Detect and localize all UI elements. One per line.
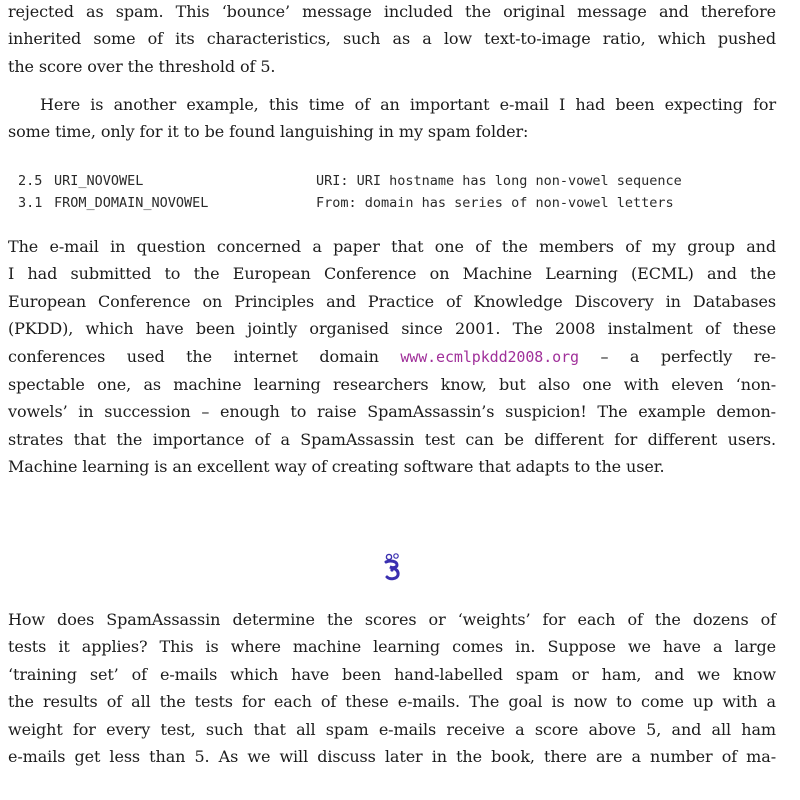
text-line: ‘training set’ of e-mails which have been hand-labelled spam or ham, and we know [8,664,776,684]
test-row [18,192,778,214]
text-line: How does SpamAssassin determine the scores or ‘weights’ for each of the dozens of [8,610,776,629]
text-line: I had submitted to the European Conference on Machine Learning (ECML) and the [8,264,776,284]
paragraph-weights [8,606,776,770]
section-break-ornament-icon [380,552,406,582]
text-line: inherited some of its characteristics, such as a low text-to-image ratio, which pushed [8,29,776,49]
text-line: (PKDD), which have been jointly organised since 2001. The 2008 instalment of these [8,319,776,339]
test-score: 2.5 [18,173,43,189]
paragraph-ecml-email [8,233,776,481]
text-line: European Conference on Principles and Practice of Knowledge Discovery in Databases [8,291,776,311]
spamassassin-test-listing [18,170,778,214]
text-line: weight for every test, such that all spam e-mails receive a score above 5, and all ham [8,719,776,739]
text-line: e-mails get less than 5. As we will discuss later in the book, there are a number of ma- [8,747,776,767]
domain-url: www.ecmlpkdd2008.org [400,347,579,366]
test-description: From: domain has series of non-vowel letters [316,195,674,211]
test-row [18,170,778,192]
test-score: 3.1 [18,195,43,211]
text-line: tests it applies? This is where machine learning comes in. Suppose we have a large [8,637,776,657]
text-line: Machine learning is an excellent way of creating software that adapts to the user. [8,457,665,477]
text-line: vowels’ in succession – enough to raise SpamAssassin’s suspicion! The example demon- [8,402,776,422]
text-line: strates that the importance of a SpamAssassin test can be different for different users. [8,429,776,449]
text-line: the results of all the tests for each of these e-mails. The goal is now to come up with a [8,692,776,712]
paragraph-bounce [8,0,776,80]
paragraph-another-example [8,91,776,146]
text-line: Here is another example, this time of an important e-mail I had been expecting for [40,95,776,114]
text-line: spectable one, as machine learning researchers know, but also one with eleven ‘non- [8,375,776,395]
text-line: rejected as spam. This ‘bounce’ message included the original message and therefore [8,2,776,21]
text-line: some time, only for it to be found languishing in my spam folder: [8,122,529,142]
text-line: The e-mail in question concerned a paper that one of the members of my group and [8,237,776,256]
text-line: the score over the threshold of 5. [8,56,276,76]
text-fragment: – a perfectly re- [600,346,776,366]
test-name: URI_NOVOWEL [54,173,144,189]
text-fragment: conferences used the internet domain [8,346,379,366]
text-line-with-url [8,343,776,371]
test-name: FROM_DOMAIN_NOVOWEL [54,195,209,211]
test-description: URI: URI hostname has long non-vowel sequence [316,173,682,189]
